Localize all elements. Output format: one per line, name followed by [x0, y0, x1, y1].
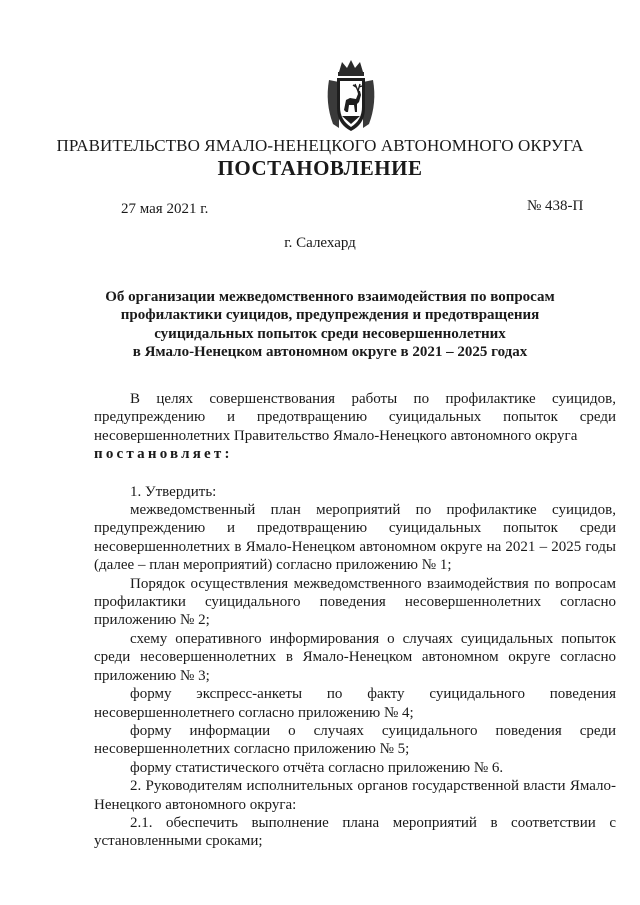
document-body	[94, 390, 616, 851]
document-title	[96, 288, 564, 361]
preamble-paragraph: В целях совершенствования работы по профилактике суицидов, предупреждению и предотвращению суицидальных попыток среди несовершеннолетних Правительство Ямало-Ненецкого автономного округа	[94, 391, 616, 444]
title-line: в Ямало-Ненецком автономном округе в 2021 – 2025 годах	[132, 343, 528, 360]
document-type: ПОСТАНОВЛЕНИЕ	[217, 156, 423, 180]
item-1-4: форму экспресс-анкеты по факту суицидального поведения несовершеннолетнего согласно приложению № 4;	[94, 686, 616, 721]
document-date: 27 мая 2021 г.	[121, 201, 209, 217]
item-1-1: межведомственный план мероприятий по профилактике суицидов, предупреждению и предотвращению суицидальных попыток среди несовершеннолетних в Ямало-Ненецком автономном округе на 2021 – 2025 годы (далее – план мероприятий) согласно приложению № 1;	[94, 502, 616, 574]
yamal-coat-of-arms-icon	[323, 58, 379, 134]
title-line: профилактики суицидов, предупреждения и предотвращения	[120, 307, 540, 324]
document-number: № 438-П	[527, 198, 584, 214]
spacer	[94, 464, 616, 483]
item-1-3: схему оперативного информирования о случаях суицидальных попыток среди несовершеннолетних в Ямало-Ненецком автономном округе согласно приложению № 3;	[94, 630, 616, 684]
item-1-6: форму статистического отчёта согласно приложению № 6.	[130, 759, 504, 776]
item-1-2: Порядок осуществления межведомственного взаимодействия по вопросам профилактики суицидального поведения несовершеннолетних согласно приложению № 2;	[94, 575, 616, 629]
decree-word: постановляет:	[94, 446, 233, 463]
item-1: 1. Утвердить:	[130, 483, 217, 500]
title-line: Об организации межведомственного взаимодействия по вопросам	[105, 289, 555, 305]
document-city: г. Салехард	[284, 235, 356, 251]
title-line: суицидальных попыток среди несовершеннолетних	[154, 325, 506, 342]
item-1-5: форму информации о случаях суицидального поведения среди несовершеннолетних согласно приложению № 5;	[94, 722, 616, 758]
government-name: ПРАВИТЕЛЬСТВО ЯМАЛО-НЕНЕЦКОГО АВТОНОМНОГО ОКРУГА	[56, 136, 584, 155]
item-2: 2. Руководителям исполнительных органов государственной власти Ямало-Ненецкого автономного округа:	[94, 778, 616, 813]
item-2-1: 2.1. обеспечить выполнение плана мероприятий в соответствии с установленными сроками;	[94, 814, 616, 850]
